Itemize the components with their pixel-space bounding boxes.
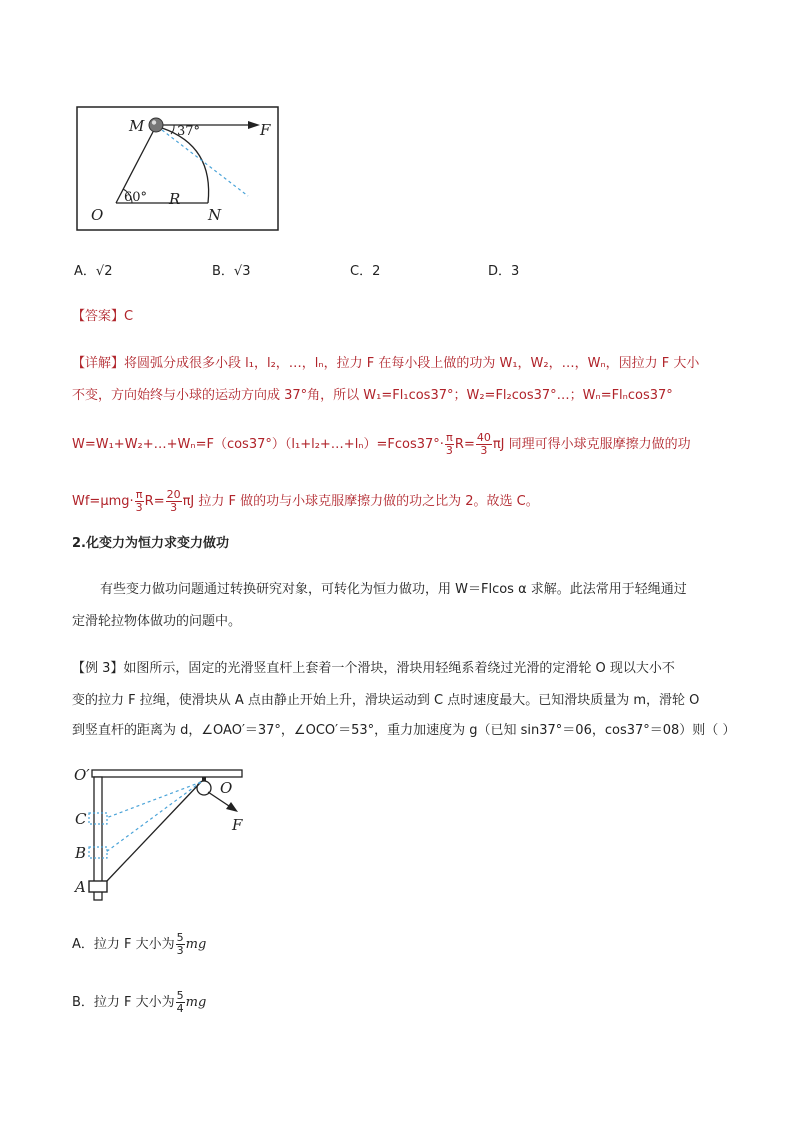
fraction-5-over-3: $\frac{5}{3}$ xyxy=(176,931,184,957)
detail-text-4-pre: Wf=μmg· xyxy=(72,494,134,509)
option-d-value: 3 xyxy=(511,264,520,279)
option2-b-prefix: B．拉力 F 大小为 xyxy=(72,995,175,1010)
detail-text-3-post: πJ 同理可得小球克服摩擦力做的功 xyxy=(492,437,691,452)
label-angle-60: 60° xyxy=(124,190,148,205)
detail-text-2: 不变，方向始终与小球的运动方向成 37°角，所以 W₁=Fl₁cos37°；W₂=Fl₂cos37°…；Wₙ=Flₙcos37° xyxy=(72,388,673,403)
label-F: F xyxy=(260,121,271,139)
option2-b-suffix: mg xyxy=(185,995,207,1010)
option-c xyxy=(350,262,380,282)
option-b-letter: B． xyxy=(212,264,234,279)
option2-a xyxy=(72,932,206,957)
label-B: B xyxy=(75,844,87,862)
option-b xyxy=(212,262,250,282)
label-O: O xyxy=(220,779,233,797)
label-C: C xyxy=(75,810,87,828)
detail-line-2 xyxy=(72,386,673,406)
fraction-20-over-3: $\frac{20}{3}$ xyxy=(166,488,181,514)
option2-a-suffix: mg xyxy=(185,937,207,952)
label-angle-37: 37° xyxy=(177,124,201,139)
label-F: F xyxy=(232,816,243,834)
fraction-5-over-4: $\frac{5}{4}$ xyxy=(176,989,184,1015)
detail-tag: 【详解】 xyxy=(72,356,125,371)
option2-a-prefix: A．拉力 F 大小为 xyxy=(72,937,175,952)
ball-icon xyxy=(149,118,163,132)
detail-line-4 xyxy=(72,489,539,514)
option-a xyxy=(74,262,112,282)
detail-line-1 xyxy=(72,354,699,374)
rope-to-B xyxy=(106,782,201,852)
label-O-prime: O′ xyxy=(74,766,90,784)
option-b-value: √3 xyxy=(233,264,251,279)
option-c-value: 2 xyxy=(372,264,381,279)
option-c-letter: C． xyxy=(350,264,373,279)
answer-tag: 【答案】 xyxy=(72,309,125,324)
detail-text-4-mid: R= xyxy=(144,494,165,509)
example3-line-2: 变的拉力 F 拉绳，使滑块从 A 点由静止开始上升，滑块运动到 C 点时速度最大。已知滑块质量为 m，滑轮 O xyxy=(72,693,700,708)
arrowhead-icon xyxy=(248,121,260,129)
label-M: M xyxy=(129,117,145,135)
example3-line-1: 【例 3】如图所示，固定的光滑竖直杆上套着一个滑块，滑块用轻绳系着绕过光滑的定滑轮 O 现以大小不 xyxy=(72,661,675,676)
detail-text-4-post: πJ 拉力 F 做的功与小球克服摩擦力做的功之比为 2。故选 C。 xyxy=(182,494,539,509)
example3-line-3: 到竖直杆的距离为 d，∠OAO′＝37°，∠OCO′＝53°，重力加速度为 g（已知 sin37°＝06，cos37°＝08）则（ ） xyxy=(72,723,736,738)
section-paragraph-line-2: 定滑轮拉物体做功的问题中。 xyxy=(72,614,242,629)
option2-b xyxy=(72,990,206,1015)
label-A: A xyxy=(75,878,86,896)
ball-highlight xyxy=(152,120,156,124)
label-R: R xyxy=(169,190,181,208)
velocity-dashed-line xyxy=(162,130,248,196)
section-paragraph-line-1: 有些变力做功问题通过转换研究对象，可转化为恒力做功，用 W＝Flcos α 求解。此法常用于轻绳通过 xyxy=(100,582,687,597)
detail-text-3-pre: W=W₁+W₂+…+Wₙ=F（cos37°）（l₁+l₂+…+lₙ）=Fcos37°· xyxy=(72,437,444,452)
detail-text-3-mid: R= xyxy=(454,437,475,452)
detail-line-3 xyxy=(72,432,691,457)
label-O: O xyxy=(91,206,104,224)
slider-block-A xyxy=(89,881,107,892)
arrowhead-icon xyxy=(226,802,238,812)
horizontal-beam xyxy=(92,770,242,777)
answer-value: C xyxy=(124,309,134,324)
figure-pulley-diagram xyxy=(70,760,250,910)
option-a-value: √2 xyxy=(95,264,113,279)
detail-text-1: 将圆弧分成很多小段 l₁，l₂，…，lₙ，拉力 F 在每小段上做的功为 W₁，W₂，…，Wₙ，因拉力 F 大小 xyxy=(124,356,700,371)
section-heading: 2.化变力为恒力求变力做功 xyxy=(72,536,229,551)
fraction-pi-over-3: $\frac{\pi}{3}$ xyxy=(445,431,453,457)
option-d xyxy=(488,262,519,282)
label-N: N xyxy=(208,206,222,224)
fraction-pi-over-3-b: $\frac{\pi}{3}$ xyxy=(135,488,143,514)
option-d-letter: D． xyxy=(488,264,512,279)
rope-to-C xyxy=(106,782,201,818)
figure-arc-diagram xyxy=(76,106,280,232)
fraction-40-over-3: $\frac{40}{3}$ xyxy=(476,431,491,457)
option-a-letter: A． xyxy=(74,264,96,279)
rope-to-A xyxy=(106,782,201,882)
answer-line xyxy=(72,307,133,327)
